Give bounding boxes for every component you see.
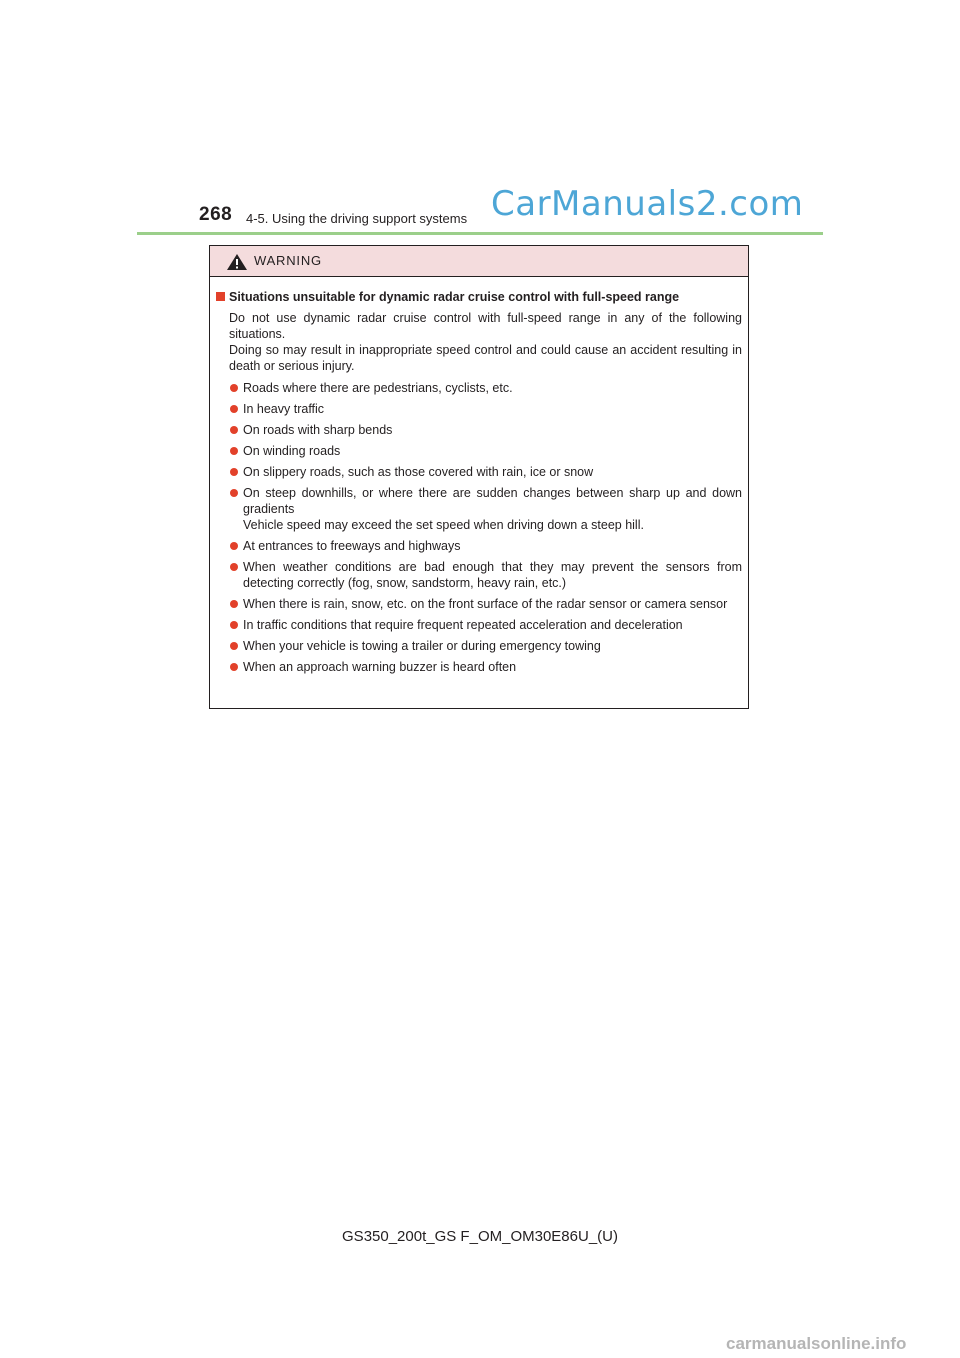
list-item: [216, 596, 742, 612]
top-watermark: CarManuals2.com: [491, 184, 804, 224]
list-item: [216, 464, 742, 480]
list-item-subtext: Vehicle speed may exceed the set speed when driving down a steep hill.: [243, 518, 644, 532]
warning-header: [210, 246, 748, 277]
list-item: [216, 422, 742, 438]
bottom-watermark: carmanualsonline.info: [726, 1334, 907, 1353]
warning-label: WARNING: [254, 253, 322, 268]
intro-line: Do not use dynamic radar cruise control with full-speed range in any of the following situations.: [229, 311, 742, 341]
square-bullet-icon: [216, 292, 225, 301]
list-item: [216, 485, 742, 533]
intro-line: Doing so may result in inappropriate speed control and could cause an accident resulting in death or serious injury.: [229, 343, 742, 373]
bullet-dot-icon: [230, 489, 238, 497]
list-item: [216, 559, 742, 591]
list-item-text: In traffic conditions that require frequent repeated acceleration and deceleration: [243, 618, 683, 632]
bullet-dot-icon: [230, 663, 238, 671]
bullet-dot-icon: [230, 600, 238, 608]
list-item-text: On winding roads: [243, 444, 341, 458]
warning-body: [210, 277, 748, 675]
situations-title-text: Situations unsuitable for dynamic radar cruise control with full-speed range: [229, 290, 680, 304]
list-item: [216, 380, 742, 396]
header-rule: [137, 232, 823, 235]
bullet-dot-icon: [230, 384, 238, 392]
list-item-text: On roads with sharp bends: [243, 423, 393, 437]
list-item-text: At entrances to freeways and highways: [243, 539, 461, 553]
situations-title: [216, 289, 742, 305]
bullet-dot-icon: [230, 642, 238, 650]
bullet-dot-icon: [230, 447, 238, 455]
list-item: [216, 617, 742, 633]
bullet-dot-icon: [230, 563, 238, 571]
page-number: 268: [199, 204, 233, 225]
list-item: [216, 443, 742, 459]
list-item-text: When an approach warning buzzer is heard often: [243, 660, 517, 674]
list-item-text: In heavy traffic: [243, 402, 325, 416]
list-item-text: Roads where there are pedestrians, cyclists, etc.: [243, 381, 513, 395]
bullet-dot-icon: [230, 468, 238, 476]
footer-document-code: GS350_200t_GS F_OM_OM30E86U_(U): [342, 1228, 618, 1245]
list-item: [216, 659, 742, 675]
list-item: [216, 638, 742, 654]
list-item: [216, 401, 742, 417]
situations-list: [216, 380, 742, 675]
intro-text: [216, 310, 742, 374]
list-item-text: On slippery roads, such as those covered with rain, ice or snow: [243, 465, 594, 479]
list-item-text: When your vehicle is towing a trailer or during emergency towing: [243, 639, 601, 653]
bullet-dot-icon: [230, 405, 238, 413]
bullet-dot-icon: [230, 542, 238, 550]
list-item: [216, 538, 742, 554]
bullet-dot-icon: [230, 426, 238, 434]
section-title: 4-5. Using the driving support systems: [246, 211, 468, 226]
bullet-dot-icon: [230, 621, 238, 629]
list-item-text: When there is rain, snow, etc. on the front surface of the radar sensor or camera sensor: [243, 597, 728, 611]
warning-box: [209, 245, 749, 709]
list-item-text: On steep downhills, or where there are sudden changes between sharp up and down gradients: [243, 486, 742, 516]
warning-triangle-icon: [226, 253, 248, 271]
list-item-text: When weather conditions are bad enough that they may prevent the sensors from detecting correctly (fog, snow, sandstorm, heavy rain, etc.): [243, 560, 742, 590]
